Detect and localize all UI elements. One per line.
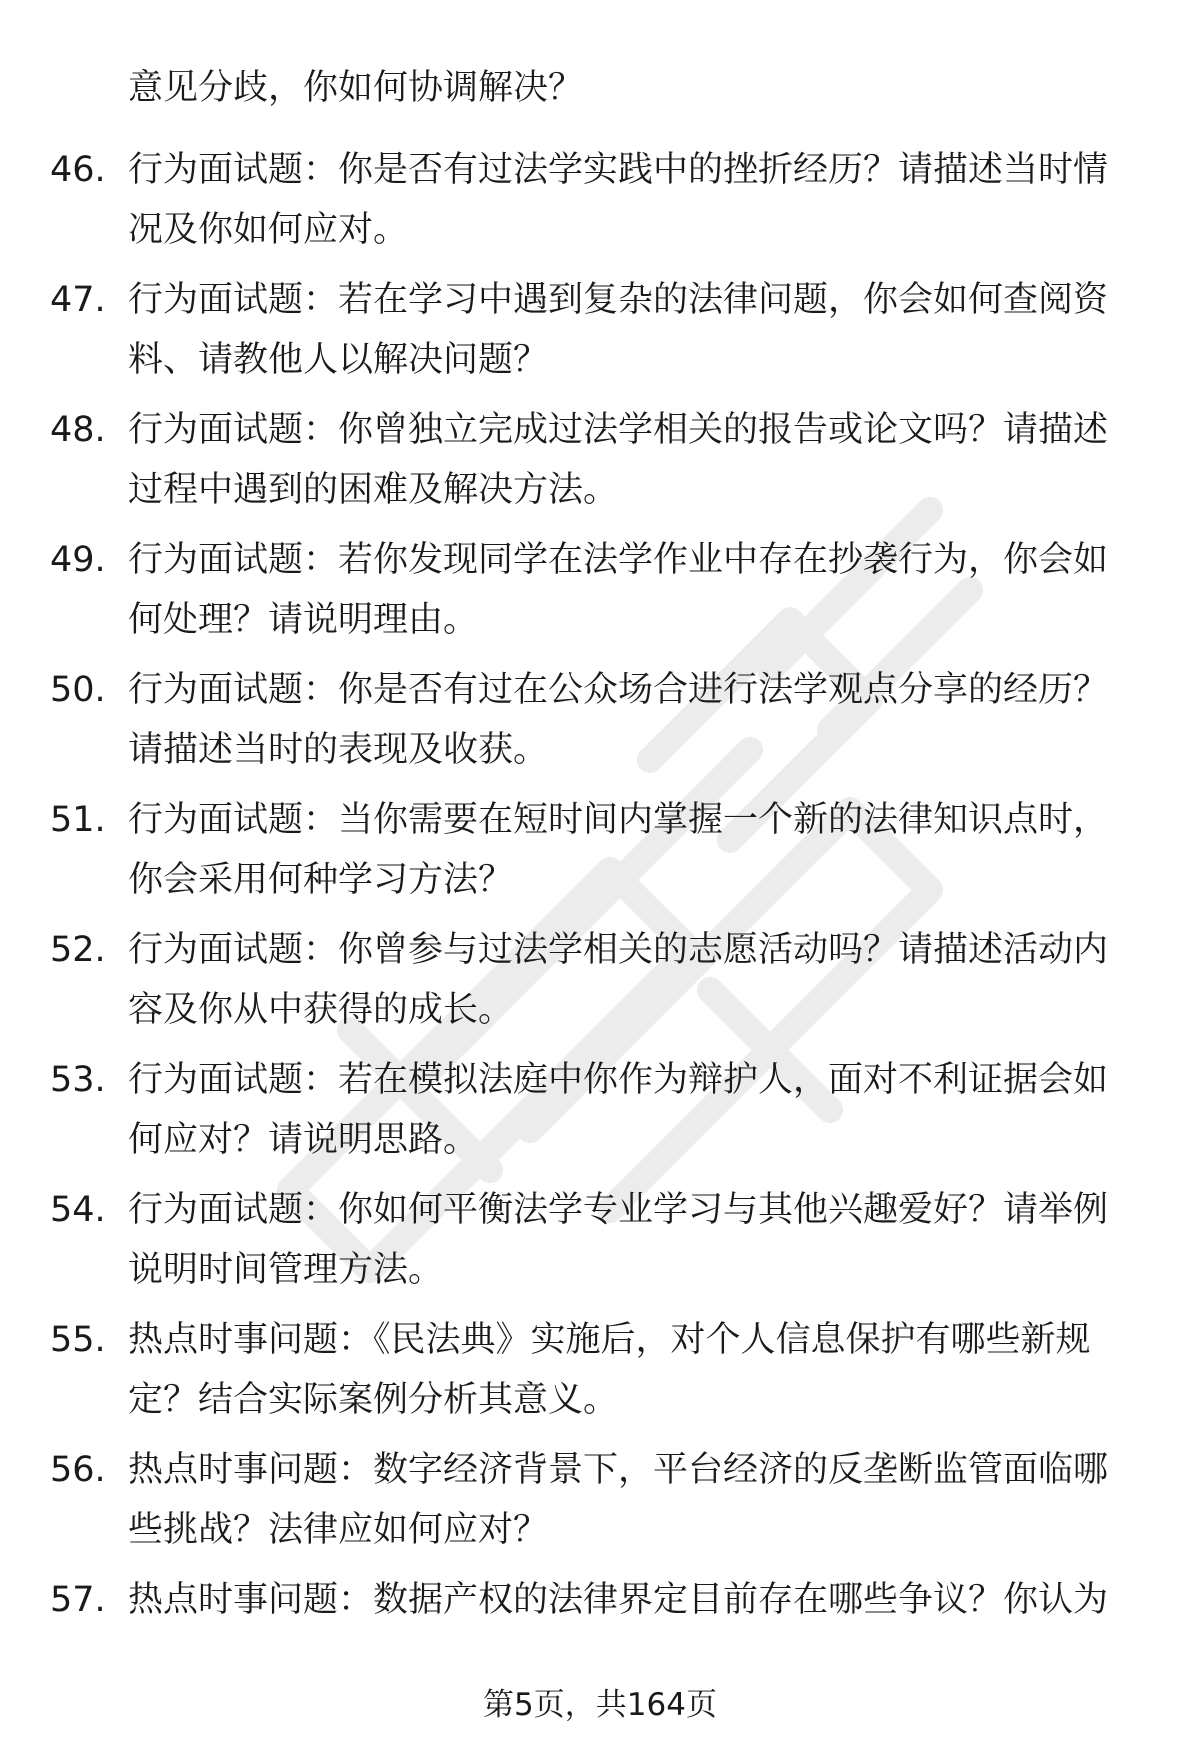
question-number: 57.: [50, 1580, 106, 1620]
question-text-line: 行为面试题：若在学习中遇到复杂的法律问题，你会如何查阅资: [128, 280, 1109, 320]
question-text-line: 行为面试题：你如何平衡法学专业学习与其他兴趣爱好？请举例: [128, 1190, 1109, 1230]
question-number: 54.: [50, 1190, 106, 1230]
question-text-line: 何处理？请说明理由。: [128, 600, 479, 640]
question-text-line: 行为面试题：你是否有过法学实践中的挫折经历？请描述当时情: [128, 150, 1109, 190]
question-text-line: 你会采用何种学习方法？: [128, 860, 514, 900]
question-number: 56.: [50, 1450, 106, 1490]
question-item: [0, 530, 1200, 660]
question-item: [0, 1440, 1200, 1570]
question-item: [0, 270, 1200, 400]
question-number: 47.: [50, 280, 106, 320]
question-item: [0, 1180, 1200, 1310]
question-text-line: 行为面试题：当你需要在短时间内掌握一个新的法律知识点时，: [128, 800, 1109, 840]
question-text-line: 容及你从中获得的成长。: [128, 990, 514, 1030]
continuation-text: 意见分歧，你如何协调解决？: [128, 68, 584, 108]
question-text-line: 行为面试题：若在模拟法庭中你作为辩护人，面对不利证据会如: [128, 1060, 1109, 1100]
question-number: 53.: [50, 1060, 106, 1100]
question-item: [0, 1570, 1200, 1700]
question-text-line: 请描述当时的表现及收获。: [128, 730, 549, 770]
question-item: [0, 1050, 1200, 1180]
page-footer: 第5页，共164页: [483, 1687, 717, 1723]
question-text-line: 行为面试题：若你发现同学在法学作业中存在抄袭行为，你会如: [128, 540, 1109, 580]
question-text-line: 行为面试题：你曾独立完成过法学相关的报告或论文吗？请描述: [128, 410, 1109, 450]
question-text-line: 何应对？请说明思路。: [128, 1120, 479, 1160]
question-text-line: 些挑战？法律应如何应对？: [128, 1510, 549, 1550]
question-item: [0, 790, 1200, 920]
question-text-line: 热点时事问题：数据产权的法律界定目前存在哪些争议？你认为: [128, 1580, 1109, 1620]
question-text-line: 况及你如何应对。: [128, 210, 409, 250]
question-number: 50.: [50, 670, 106, 710]
question-number: 46.: [50, 150, 106, 190]
question-item: [0, 1310, 1200, 1440]
question-item: [0, 400, 1200, 530]
question-number: 51.: [50, 800, 106, 840]
question-text-line: 热点时事问题：数字经济背景下，平台经济的反垄断监管面临哪: [128, 1450, 1109, 1490]
question-text-line: 料、请教他人以解决问题？: [128, 340, 549, 380]
question-text-line: 定？结合实际案例分析其意义。: [128, 1380, 619, 1420]
question-number: 48.: [50, 410, 106, 450]
question-item: [0, 660, 1200, 790]
question-text-line: 说明时间管理方法。: [128, 1250, 444, 1290]
question-item: [0, 140, 1200, 270]
question-text-line: 过程中遇到的困难及解决方法。: [128, 470, 619, 510]
question-item: [0, 920, 1200, 1050]
question-text-line: 热点时事问题：《民法典》实施后，对个人信息保护有哪些新规: [128, 1320, 1091, 1360]
question-list: [0, 140, 1200, 1700]
question-text-line: 行为面试题：你曾参与过法学相关的志愿活动吗？请描述活动内: [128, 930, 1109, 970]
question-number: 52.: [50, 930, 106, 970]
question-number: 49.: [50, 540, 106, 580]
question-number: 55.: [50, 1320, 106, 1360]
question-text-line: 行为面试题：你是否有过在公众场合进行法学观点分享的经历？: [128, 670, 1109, 710]
